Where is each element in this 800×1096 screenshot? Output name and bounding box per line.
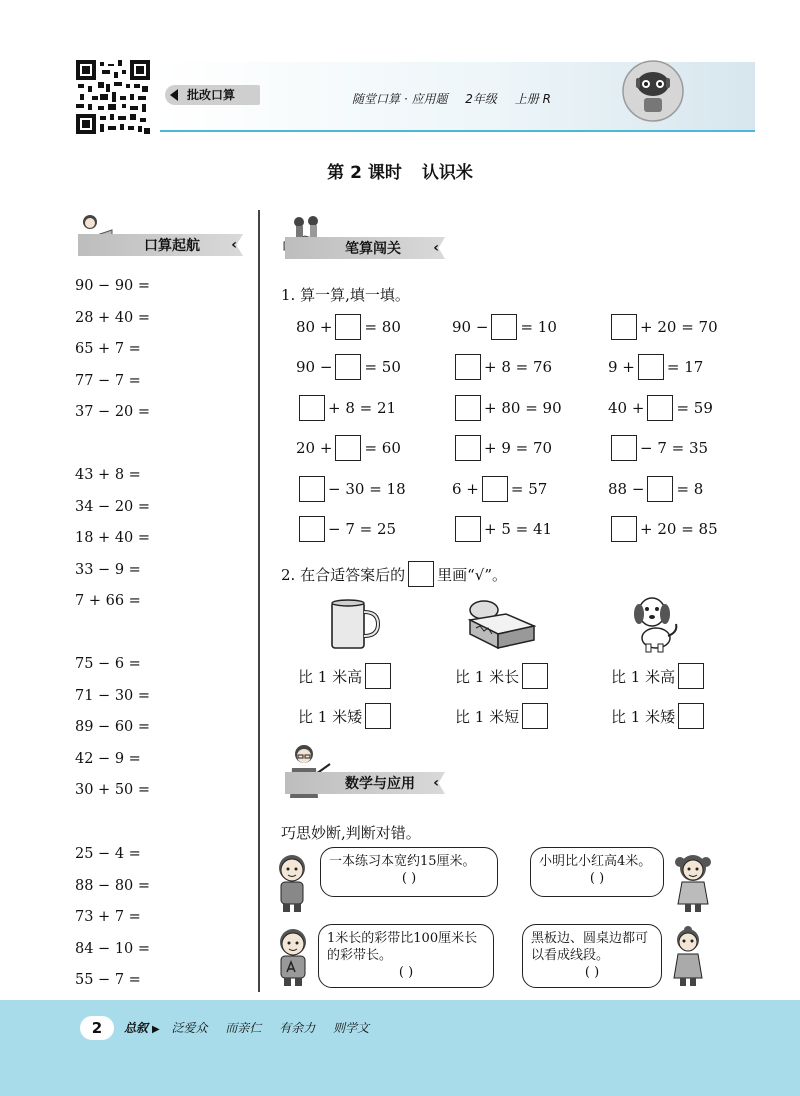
- answer-box[interactable]: [611, 314, 637, 340]
- q1-equation: 20 + = 60: [296, 433, 401, 463]
- q2-option: 比 1 米高: [611, 662, 707, 690]
- section-title-written: 笔算闯关: [345, 241, 401, 257]
- lesson-number: 第 2 课时: [327, 163, 402, 183]
- speech-bubble: 小明比小红高4米。 ( ): [530, 847, 664, 897]
- answer-box[interactable]: [455, 354, 481, 380]
- answer-box[interactable]: [611, 435, 637, 461]
- column-divider: [258, 210, 260, 992]
- answer-paren[interactable]: ( ): [589, 871, 605, 886]
- q1-prompt: 1. 算一算,填一填。: [281, 286, 410, 304]
- q1-equation: 90 − = 10: [452, 312, 557, 342]
- answer-box[interactable]: [647, 476, 673, 502]
- cup-icon: [328, 596, 380, 652]
- oral-item: 90 − 90 =: [75, 278, 151, 294]
- grading-tag: 批改口算: [165, 85, 260, 105]
- boy-icon: [272, 926, 314, 988]
- answer-paren[interactable]: ( ): [401, 871, 417, 886]
- answer-box[interactable]: [299, 516, 325, 542]
- oral-item: 89 − 60 =: [75, 719, 151, 735]
- section-banner-written: [285, 237, 445, 259]
- answer-box[interactable]: [335, 354, 361, 380]
- q1-equation: 40 + = 59: [608, 393, 713, 423]
- section-title-oral: 口算起航: [144, 238, 200, 254]
- answer-paren[interactable]: ( ): [584, 965, 600, 980]
- q1-equation: 90 − = 50: [296, 352, 401, 382]
- q1-equation: + 80 = 90: [452, 393, 562, 423]
- answer-box[interactable]: [299, 476, 325, 502]
- chevron-left-icon: ‹: [231, 237, 237, 253]
- girl-icon: [668, 926, 708, 988]
- check-box[interactable]: [678, 663, 704, 689]
- oral-item: 71 − 30 =: [75, 687, 151, 704]
- answer-box[interactable]: [638, 354, 664, 380]
- check-box[interactable]: [522, 703, 548, 729]
- speech-bubble: 黑板边、圆桌边都可以看成线段。 ( ): [522, 924, 662, 988]
- oral-item: 42 − 9 =: [75, 750, 141, 767]
- grade-label: 2年级: [465, 92, 497, 106]
- answer-box[interactable]: [455, 435, 481, 461]
- girl-icon: [672, 852, 714, 914]
- check-box[interactable]: [365, 663, 391, 689]
- oral-item: 77 − 7 =: [75, 372, 141, 389]
- q1-equation: + 20 = 70: [608, 312, 718, 342]
- q1-equation: − 7 = 35: [608, 433, 708, 463]
- example-box: [408, 561, 434, 587]
- answer-box[interactable]: [335, 314, 361, 340]
- oral-item: 7 + 66 =: [75, 593, 141, 609]
- oral-group-4: [75, 843, 150, 1001]
- speech-bubble: 一本练习本宽约15厘米。 ( ): [320, 847, 498, 897]
- q1-equation: − 30 = 18: [296, 474, 406, 504]
- oral-item: 73 + 7 =: [75, 909, 141, 925]
- q2-prompt: 2. 在合适答案后的 里画“√”。: [281, 561, 507, 587]
- book-title: 随堂口算 · 应用题: [352, 92, 448, 106]
- oral-item: 28 + 40 =: [75, 309, 151, 326]
- oral-item: 43 + 8 =: [75, 467, 141, 483]
- q1-equation: + 8 = 21: [296, 393, 396, 423]
- answer-box[interactable]: [491, 314, 517, 340]
- oral-item: 88 − 80 =: [75, 877, 151, 894]
- robot-mascot-icon: [622, 60, 684, 122]
- q2-option: 比 1 米短: [455, 702, 551, 730]
- q1-equation: 6 + = 57: [452, 474, 547, 504]
- q1-equation: + 5 = 41: [452, 514, 552, 544]
- q1-equation: 80 + = 80: [296, 312, 401, 342]
- book-info: [352, 90, 565, 107]
- q2-option: 比 1 米矮: [298, 702, 394, 730]
- check-box[interactable]: [678, 703, 704, 729]
- oral-item: 34 − 20 =: [75, 498, 151, 515]
- oral-group-2: [75, 464, 150, 622]
- oral-item: 55 − 7 =: [75, 972, 141, 988]
- answer-paren[interactable]: ( ): [398, 965, 414, 980]
- oral-group-1: [75, 275, 150, 433]
- answer-box[interactable]: [611, 516, 637, 542]
- oral-group-3: [75, 653, 150, 811]
- answer-box[interactable]: [335, 435, 361, 461]
- section-banner-oral: [78, 234, 243, 256]
- oral-item: 84 − 10 =: [75, 940, 151, 957]
- bed-icon: [466, 598, 536, 652]
- section-title-apply: 数学与应用: [345, 776, 415, 792]
- qr-code: [76, 60, 150, 134]
- oral-item: 75 − 6 =: [75, 656, 141, 672]
- dog-icon: [630, 592, 682, 654]
- q1-equation: + 9 = 70: [452, 433, 552, 463]
- q1-equation: 9 + = 17: [608, 352, 703, 382]
- answer-box[interactable]: [647, 395, 673, 421]
- q2-option: 比 1 米矮: [611, 702, 707, 730]
- q1-equation: + 8 = 76: [452, 352, 552, 382]
- triangle-right-icon: ▶: [152, 1024, 160, 1035]
- chevron-left-icon: ‹: [433, 775, 439, 791]
- apply-prompt: 巧思妙断,判断对错。: [281, 824, 421, 842]
- lesson-topic: 认识米: [421, 163, 473, 183]
- page-title: [0, 158, 800, 183]
- q1-equation: + 20 = 85: [608, 514, 718, 544]
- answer-box[interactable]: [482, 476, 508, 502]
- answer-box[interactable]: [299, 395, 325, 421]
- tag-arrow-icon: [170, 89, 178, 101]
- oral-item: 25 − 4 =: [75, 846, 141, 862]
- q2-option: 比 1 米长: [455, 662, 551, 690]
- oral-item: 18 + 40 =: [75, 530, 151, 546]
- oral-item: 30 + 50 =: [75, 782, 151, 798]
- footer-band: [0, 1000, 800, 1096]
- oral-item: 65 + 7 =: [75, 341, 141, 357]
- q1-equation: 88 − = 8: [608, 474, 703, 504]
- volume-label: 上册 R: [514, 92, 551, 106]
- q2-option: 比 1 米高: [298, 662, 394, 690]
- footer-motto: 总叙 ▶ 泛爱众 而亲仁 有余力 则学文: [124, 1021, 370, 1035]
- check-box[interactable]: [365, 703, 391, 729]
- answer-box[interactable]: [455, 395, 481, 421]
- answer-box[interactable]: [455, 516, 481, 542]
- q1-equation: − 7 = 25: [296, 514, 396, 544]
- oral-item: 33 − 9 =: [75, 561, 141, 578]
- speech-bubble: 1米长的彩带比100厘米长的彩带长。 ( ): [318, 924, 494, 988]
- section-banner-apply: [285, 772, 445, 794]
- oral-item: 37 − 20 =: [75, 404, 151, 420]
- boy-icon: [272, 852, 312, 914]
- check-box[interactable]: [522, 663, 548, 689]
- chevron-left-icon: ‹: [433, 240, 439, 256]
- page-number: 2: [80, 1016, 114, 1040]
